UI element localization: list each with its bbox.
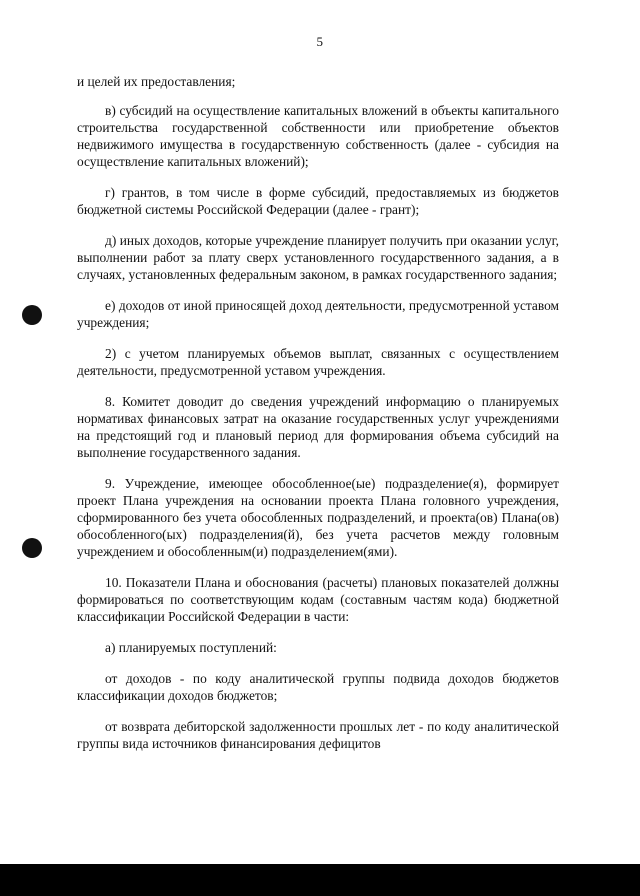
paragraph: 10. Показатели Плана и обоснования (расчеты) плановых показателей должны формироваться по соответствующим кодам (составным частям кода) бюджетной классификации Российской Федерации в части: xyxy=(77,575,559,624)
paragraph: 9. Учреждение, имеющее обособленное(ые) подразделение(я), формирует проект Плана учреждения на основании проекта Плана головного учреждения, сформированного без учета обособленных подразделений, и проекта(ов) Плана(ов) обособленного(ых) подразделения(й), без учета расчетов между головным учреждением и обособленным(и) подразделением(ями). xyxy=(77,476,559,559)
paragraph: г) грантов, в том числе в форме субсидий, предоставляемых из бюджетов бюджетной системы Российской Федерации (далее - грант); xyxy=(77,185,559,217)
paragraph: а) планируемых поступлений: xyxy=(105,640,277,655)
paragraph: и целей их предоставления; xyxy=(77,74,236,89)
page-number: 5 xyxy=(316,34,324,49)
scan-edge-band xyxy=(0,864,640,896)
paragraph: в) субсидий на осуществление капитальных вложений в объекты капитального строительства государственной собственности или приобретение объектов недвижимого имущества в государственную собственность (далее - субсидия на осуществление капитальных вложений); xyxy=(77,103,559,169)
punch-hole-mark xyxy=(22,305,42,325)
document-body xyxy=(77,73,559,766)
paragraph: 2) с учетом планируемых объемов выплат, связанных с осуществлением деятельности, предусмотренной уставом учреждения. xyxy=(77,346,559,378)
paragraph: е) доходов от иной приносящей доход деятельности, предусмотренной уставом учреждения; xyxy=(77,298,559,330)
punch-hole-mark xyxy=(22,538,42,558)
paragraph: от возврата дебиторской задолженности прошлых лет - по коду аналитической группы вида источников финансирования дефицитов xyxy=(77,719,559,751)
paragraph: от доходов - по коду аналитической группы подвида доходов бюджетов классификации доходов бюджетов; xyxy=(77,671,559,703)
paragraph: 8. Комитет доводит до сведения учреждений информацию о планируемых нормативах финансовых затрат на оказание государственных услуг учреждениями на предстоящий год и плановый период для формирования объема субсидий на выполнение государственного задания. xyxy=(77,394,559,460)
paragraph: д) иных доходов, которые учреждение планирует получить при оказании услуг, выполнении работ за плату сверх установленного государственного задания, а в случаях, установленных федеральным законом, в рамках государственного задания; xyxy=(77,233,559,282)
